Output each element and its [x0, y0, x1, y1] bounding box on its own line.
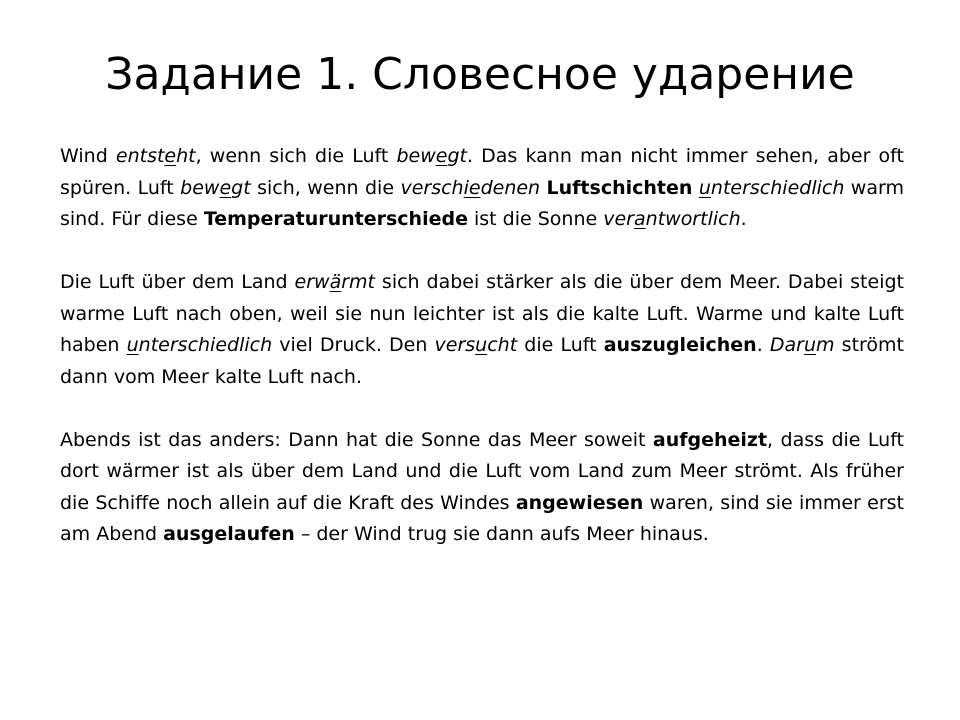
bold-term: ausgelaufen [163, 523, 295, 545]
bold-term: Luftschichten [546, 176, 693, 199]
text-run: die Luft [517, 334, 604, 356]
italic-word-part: Dar [769, 334, 804, 356]
bold-term: Temperaturunterschiede [203, 208, 468, 230]
text-run: , dass die Luft dort wärmer ist als über dem Land und die Luft vom Land zum Meer strömt. Als früher die Schiffe noch allein auf die Kraft des Windes [60, 428, 904, 514]
stressed-letter: ä [329, 271, 342, 293]
stressed-letter: u [126, 334, 139, 356]
text-run: . [756, 334, 770, 356]
text-run: strömt dann vom Meer kalte Luft nach. [60, 334, 904, 388]
text-run: Wind [60, 145, 116, 167]
italic-word-part: vers [434, 334, 476, 356]
stressed-letter: u [803, 334, 817, 356]
italic-word-part: gt [231, 176, 251, 199]
paragraph-3 [60, 425, 904, 551]
italic-word-part: nterschiedlich [138, 334, 273, 356]
bold-term: aufgeheizt [652, 428, 768, 451]
stressed-letter: e [164, 145, 177, 167]
italic-word-part: rmt [341, 271, 375, 293]
text-run: , wenn sich die Luft [195, 145, 397, 167]
text-run: waren, sind sie immer erst am Abend [60, 491, 904, 545]
italic-word-part: erw [294, 271, 330, 293]
stressed-letter: e [435, 145, 448, 167]
text-run: Die Luft über dem Land [60, 271, 295, 293]
italic-word-part: cht [487, 334, 518, 356]
text-run: warm sind. Für diese [60, 176, 904, 230]
text-run: – der Wind trug sie dann aufs Meer hinaus. [294, 523, 709, 545]
stressed-letter: a [634, 208, 646, 230]
paragraph-1 [60, 141, 904, 236]
text-run: ist die Sonne [467, 208, 604, 230]
italic-word-part: ntwortlich [645, 208, 741, 230]
stressed-letter: u [475, 334, 488, 356]
italic-word-part: bew [180, 176, 220, 199]
italic-word-part: entst [115, 145, 165, 167]
text-run: . [740, 208, 747, 230]
italic-word-part: ht [176, 145, 196, 167]
stressed-letter: ie [463, 176, 481, 199]
stressed-letter: u [698, 176, 711, 199]
text-run: viel Druck. Den [272, 334, 435, 356]
stressed-letter: e [219, 176, 232, 199]
paragraph-2 [60, 267, 904, 393]
slide-title: Задание 1. Словесное ударение [105, 49, 855, 100]
text-run: sich, wenn die [250, 176, 401, 199]
italic-word-part: denen [480, 176, 541, 199]
italic-word-part: ver [603, 208, 634, 230]
italic-word-part: bew [396, 145, 436, 167]
text-run: Abends ist das anders: Dann hat die Sonne das Meer soweit [60, 428, 653, 451]
bold-term: angewiesen [515, 491, 644, 514]
body-text [60, 141, 904, 551]
italic-word-part: nterschiedlich [710, 176, 845, 199]
text-run: sich dabei stärker als die über dem Meer. Dabei steigt warme Luft nach oben, weil sie nun leichter ist als die kalte Luft. Warme und kalte Luft haben [60, 271, 904, 356]
bold-term: auszugleichen [603, 334, 757, 356]
italic-word-part: gt [447, 145, 467, 167]
italic-word-part: m [816, 334, 835, 356]
italic-word-part: versch [400, 176, 464, 199]
text-run: . Das kann man nicht immer sehen, aber oft spüren. Luft [60, 145, 904, 199]
